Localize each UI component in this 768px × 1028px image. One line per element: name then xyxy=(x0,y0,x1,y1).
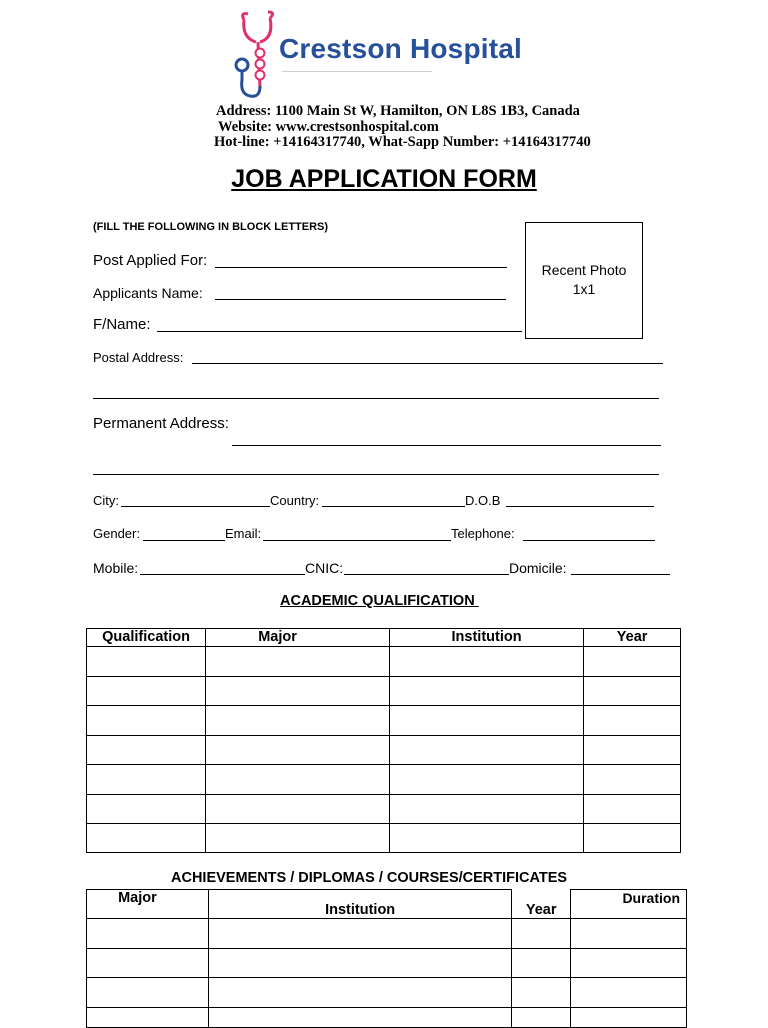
table-row xyxy=(87,824,681,853)
cnic-label: CNIC: xyxy=(305,560,344,576)
city-label: City: xyxy=(93,493,119,508)
table-cell[interactable] xyxy=(206,795,390,824)
table-row xyxy=(87,919,687,949)
photo-box-label: Recent Photo xyxy=(541,262,627,278)
permanent-address-label: Permanent Address: xyxy=(93,415,229,432)
col-year: Year xyxy=(584,629,681,647)
table-cell[interactable] xyxy=(206,824,390,853)
table-cell[interactable] xyxy=(389,795,583,824)
table-cell[interactable] xyxy=(389,647,583,677)
form-title: JOB APPLICATION FORM xyxy=(231,165,537,193)
table-row xyxy=(87,736,681,765)
website-line: Website: www.crestsonhospital.com xyxy=(218,119,439,135)
col-qualification: Qualification xyxy=(87,629,206,647)
academic-table xyxy=(86,628,681,853)
post-applied-field[interactable] xyxy=(215,267,507,268)
table-cell[interactable] xyxy=(584,824,681,853)
dob-field[interactable] xyxy=(506,506,654,507)
hotline-line: Hot-line: +14164317740, What-Sapp Number: +14164317740 xyxy=(214,134,591,150)
academic-heading: ACADEMIC QUALIFICATION xyxy=(280,593,479,609)
col-major-label: Major xyxy=(118,890,157,906)
table-cell[interactable] xyxy=(389,677,583,706)
table-cell[interactable] xyxy=(570,978,686,1008)
table-cell[interactable] xyxy=(87,824,206,853)
table-cell[interactable] xyxy=(584,765,681,795)
mobile-label: Mobile: xyxy=(93,560,139,576)
table-cell[interactable] xyxy=(389,765,583,795)
table-cell[interactable] xyxy=(570,949,686,978)
table-cell[interactable] xyxy=(389,706,583,736)
applicant-name-field[interactable] xyxy=(215,299,506,300)
country-field[interactable] xyxy=(322,506,465,507)
table-cell[interactable] xyxy=(208,978,512,1008)
postal-address-field[interactable] xyxy=(192,363,663,364)
father-name-field[interactable] xyxy=(157,331,522,332)
country-label: Country: xyxy=(270,493,320,508)
domicile-field[interactable] xyxy=(571,574,670,575)
table-cell[interactable] xyxy=(208,1008,512,1028)
table-cell[interactable] xyxy=(570,1008,686,1028)
table-cell[interactable] xyxy=(584,795,681,824)
logo-divider xyxy=(282,71,432,72)
achievements-table xyxy=(86,889,687,1028)
col-major xyxy=(87,890,209,919)
table-cell[interactable] xyxy=(206,677,390,706)
table-row xyxy=(87,978,687,1008)
stethoscope-icon xyxy=(230,8,280,103)
gender-label: Gender: xyxy=(93,526,140,541)
table-cell[interactable] xyxy=(87,677,206,706)
table-row xyxy=(87,677,681,706)
photo-box xyxy=(525,222,643,339)
table-cell[interactable] xyxy=(570,919,686,949)
academic-header-row xyxy=(87,629,681,647)
telephone-label: Telephone: xyxy=(451,526,515,541)
table-cell[interactable] xyxy=(87,978,209,1008)
city-field[interactable] xyxy=(121,506,270,507)
table-cell[interactable] xyxy=(87,647,206,677)
table-cell[interactable] xyxy=(389,736,583,765)
table-cell[interactable] xyxy=(584,647,681,677)
table-cell[interactable] xyxy=(87,919,209,949)
table-cell[interactable] xyxy=(208,919,512,949)
table-cell[interactable] xyxy=(87,706,206,736)
table-cell[interactable] xyxy=(206,706,390,736)
table-cell[interactable] xyxy=(584,706,681,736)
col-year: Year xyxy=(512,890,570,919)
table-cell[interactable] xyxy=(512,1008,570,1028)
hospital-name: Crestson Hospital xyxy=(279,33,522,64)
table-cell[interactable] xyxy=(389,824,583,853)
address-line: Address: 1100 Main St W, Hamilton, ON L8S 1B3, Canada xyxy=(216,103,580,119)
table-row xyxy=(87,647,681,677)
email-label: Email: xyxy=(225,526,262,541)
permanent-address-field-line2[interactable] xyxy=(93,474,659,475)
hospital-logo xyxy=(230,8,280,103)
table-cell[interactable] xyxy=(87,1008,209,1028)
achievements-heading: ACHIEVEMENTS / DIPLOMAS / COURSES/CERTIFICATES xyxy=(171,870,568,886)
table-row xyxy=(87,1008,687,1028)
father-name-label: F/Name: xyxy=(93,316,151,333)
table-cell[interactable] xyxy=(87,765,206,795)
table-cell[interactable] xyxy=(512,919,570,949)
postal-address-label: Postal Address: xyxy=(93,350,184,365)
table-row xyxy=(87,795,681,824)
cnic-field[interactable] xyxy=(344,574,509,575)
post-applied-label: Post Applied For: xyxy=(93,252,208,269)
table-cell[interactable] xyxy=(208,949,512,978)
email-field[interactable] xyxy=(263,540,451,541)
dob-label: D.O.B xyxy=(465,493,501,508)
telephone-field[interactable] xyxy=(523,540,655,541)
table-cell[interactable] xyxy=(512,949,570,978)
col-major: Major xyxy=(206,629,390,647)
postal-address-field-line2[interactable] xyxy=(93,398,659,399)
table-row xyxy=(87,706,681,736)
table-cell[interactable] xyxy=(87,949,209,978)
table-cell[interactable] xyxy=(87,795,206,824)
block-letters-instruction: (FILL THE FOLLOWING IN BLOCK LETTERS) xyxy=(93,221,329,233)
table-cell[interactable] xyxy=(512,978,570,1008)
domicile-label: Domicile: xyxy=(509,560,567,576)
photo-size-label: 1x1 xyxy=(572,281,596,297)
col-institution: Institution xyxy=(389,629,583,647)
table-cell[interactable] xyxy=(206,736,390,765)
achievements-header-row xyxy=(87,890,687,919)
table-row xyxy=(87,765,681,795)
gender-field[interactable] xyxy=(143,540,225,541)
col-institution: Institution xyxy=(208,890,512,919)
mobile-field[interactable] xyxy=(140,574,305,575)
table-cell[interactable] xyxy=(206,647,390,677)
table-cell[interactable] xyxy=(584,677,681,706)
applicant-name-label: Applicants Name: xyxy=(93,285,203,301)
col-duration: Duration xyxy=(570,890,686,919)
table-row xyxy=(87,949,687,978)
table-cell[interactable] xyxy=(584,736,681,765)
table-cell[interactable] xyxy=(87,736,206,765)
permanent-address-field[interactable] xyxy=(232,445,661,446)
table-cell[interactable] xyxy=(206,765,390,795)
